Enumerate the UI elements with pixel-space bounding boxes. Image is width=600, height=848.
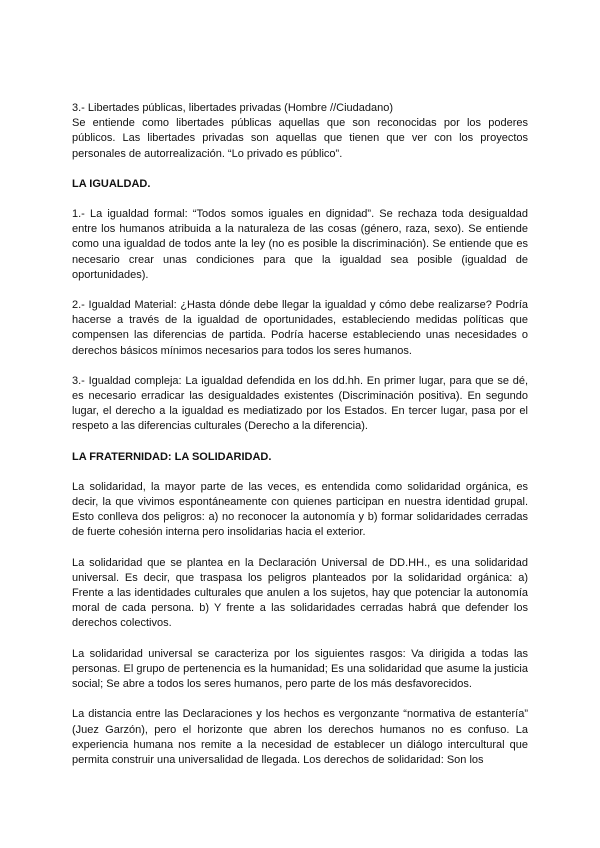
paragraph-igualdad-formal: 1.- La igualdad formal: “Todos somos iguales en dignidad”. Se rechaza toda desigualdad entre los humanos atribuida a la naturaleza de las cosas (género, raza, sexo). Se entiende como una igualdad de todos ante la ley (no es posible la discriminación). Se entiende que es necesario crear unas condiciones para que la igualdad sea posible (igualdad de oportunidades). [72,208,528,281]
spacer [72,692,528,707]
spacer [72,465,528,480]
paragraph-igualdad-material: 2.- Igualdad Material: ¿Hasta dónde debe llegar la igualdad y cómo debe realizarse? Podría hacerse a través de la igualdad de oportunidades, estableciendo medidas políticas que compensen las diferencias de partida. Podría hacerse estableciendo unas necesidades o derechos básicos mínimos necesarios para todos los seres humanos. [72,299,528,357]
heading-igualdad: LA IGUALDAD. [72,177,151,190]
spacer [72,541,528,556]
spacer [72,283,528,298]
paragraph-solidaridad-universal: La solidaridad que se plantea en la Declaración Universal de DD.HH., es una solidaridad universal. Es decir, que traspasa los peligros planteados por la solidaridad orgánica: a) Frente a las identidades culturales que anulen a los sujetos, hay que potenciar la autonomía moral de cada persona. b) Y frente a las solidaridades cerradas habrá que defender los derechos colectivos. [72,556,528,630]
spacer [72,192,528,207]
paragraph-solidaridad-organica: La solidaridad, la mayor parte de las veces, es entendida como solidaridad orgánica, es decir, la que vivimos espontáneamente con quienes participan en nuestra identidad grupal. Esto conlleva dos peligros: a) no reconocer la autonomía y b) formar solidaridades cerradas de fuerte cohesión interna pero insolidarias hacia el exterior. [72,480,528,539]
spacer [72,162,528,177]
heading-fraternidad: LA FRATERNIDAD: LA SOLIDARIDAD. [72,450,272,463]
page-content [72,101,528,768]
section-3-body: Se entiende como libertades públicas aquellas que son reconocidas por los poderes públicos. Las libertades privadas son aquellas que tienen que ver con los proyectos personales de autorrealización. “Lo privado es público”. [72,117,528,160]
spacer [72,359,528,374]
spacer [72,632,528,647]
paragraph-solidaridad-rasgos: La solidaridad universal se caracteriza por los siguientes rasgos: Va dirigida a todas las personas. El grupo de pertenencia es la humanidad; Es una solidaridad que asume la justicia social; Se abre a todos los seres humanos, pero parte de los más desfavorecidos. [72,647,528,691]
section-3-title: 3.- Libertades públicas, libertades privadas (Hombre //Ciudadano) [72,102,394,114]
paragraph-declaraciones: La distancia entre las Declaraciones y los hechos es vergonzante “normativa de estantería” (Juez Garzón), pero el horizonte que abren los derechos humanos no es confuso. La experiencia humana nos remite a la necesidad de establecer un diálogo intercultural que permita construir una universalidad de llegada. Los derechos de solidaridad: Son los [72,708,528,766]
paragraph-igualdad-compleja: 3.- Igualdad compleja: La igualdad defendida en los dd.hh. En primer lugar, para que se dé, es necesario erradicar las desigualdades existentes (Discriminación positiva). En segundo lugar, el derecho a la igualdad es mediatizado por los Estados. En tercer lugar, pasa por el respeto a las diferencias culturales (Derecho a la diferencia). [72,374,528,433]
spacer [72,435,528,450]
